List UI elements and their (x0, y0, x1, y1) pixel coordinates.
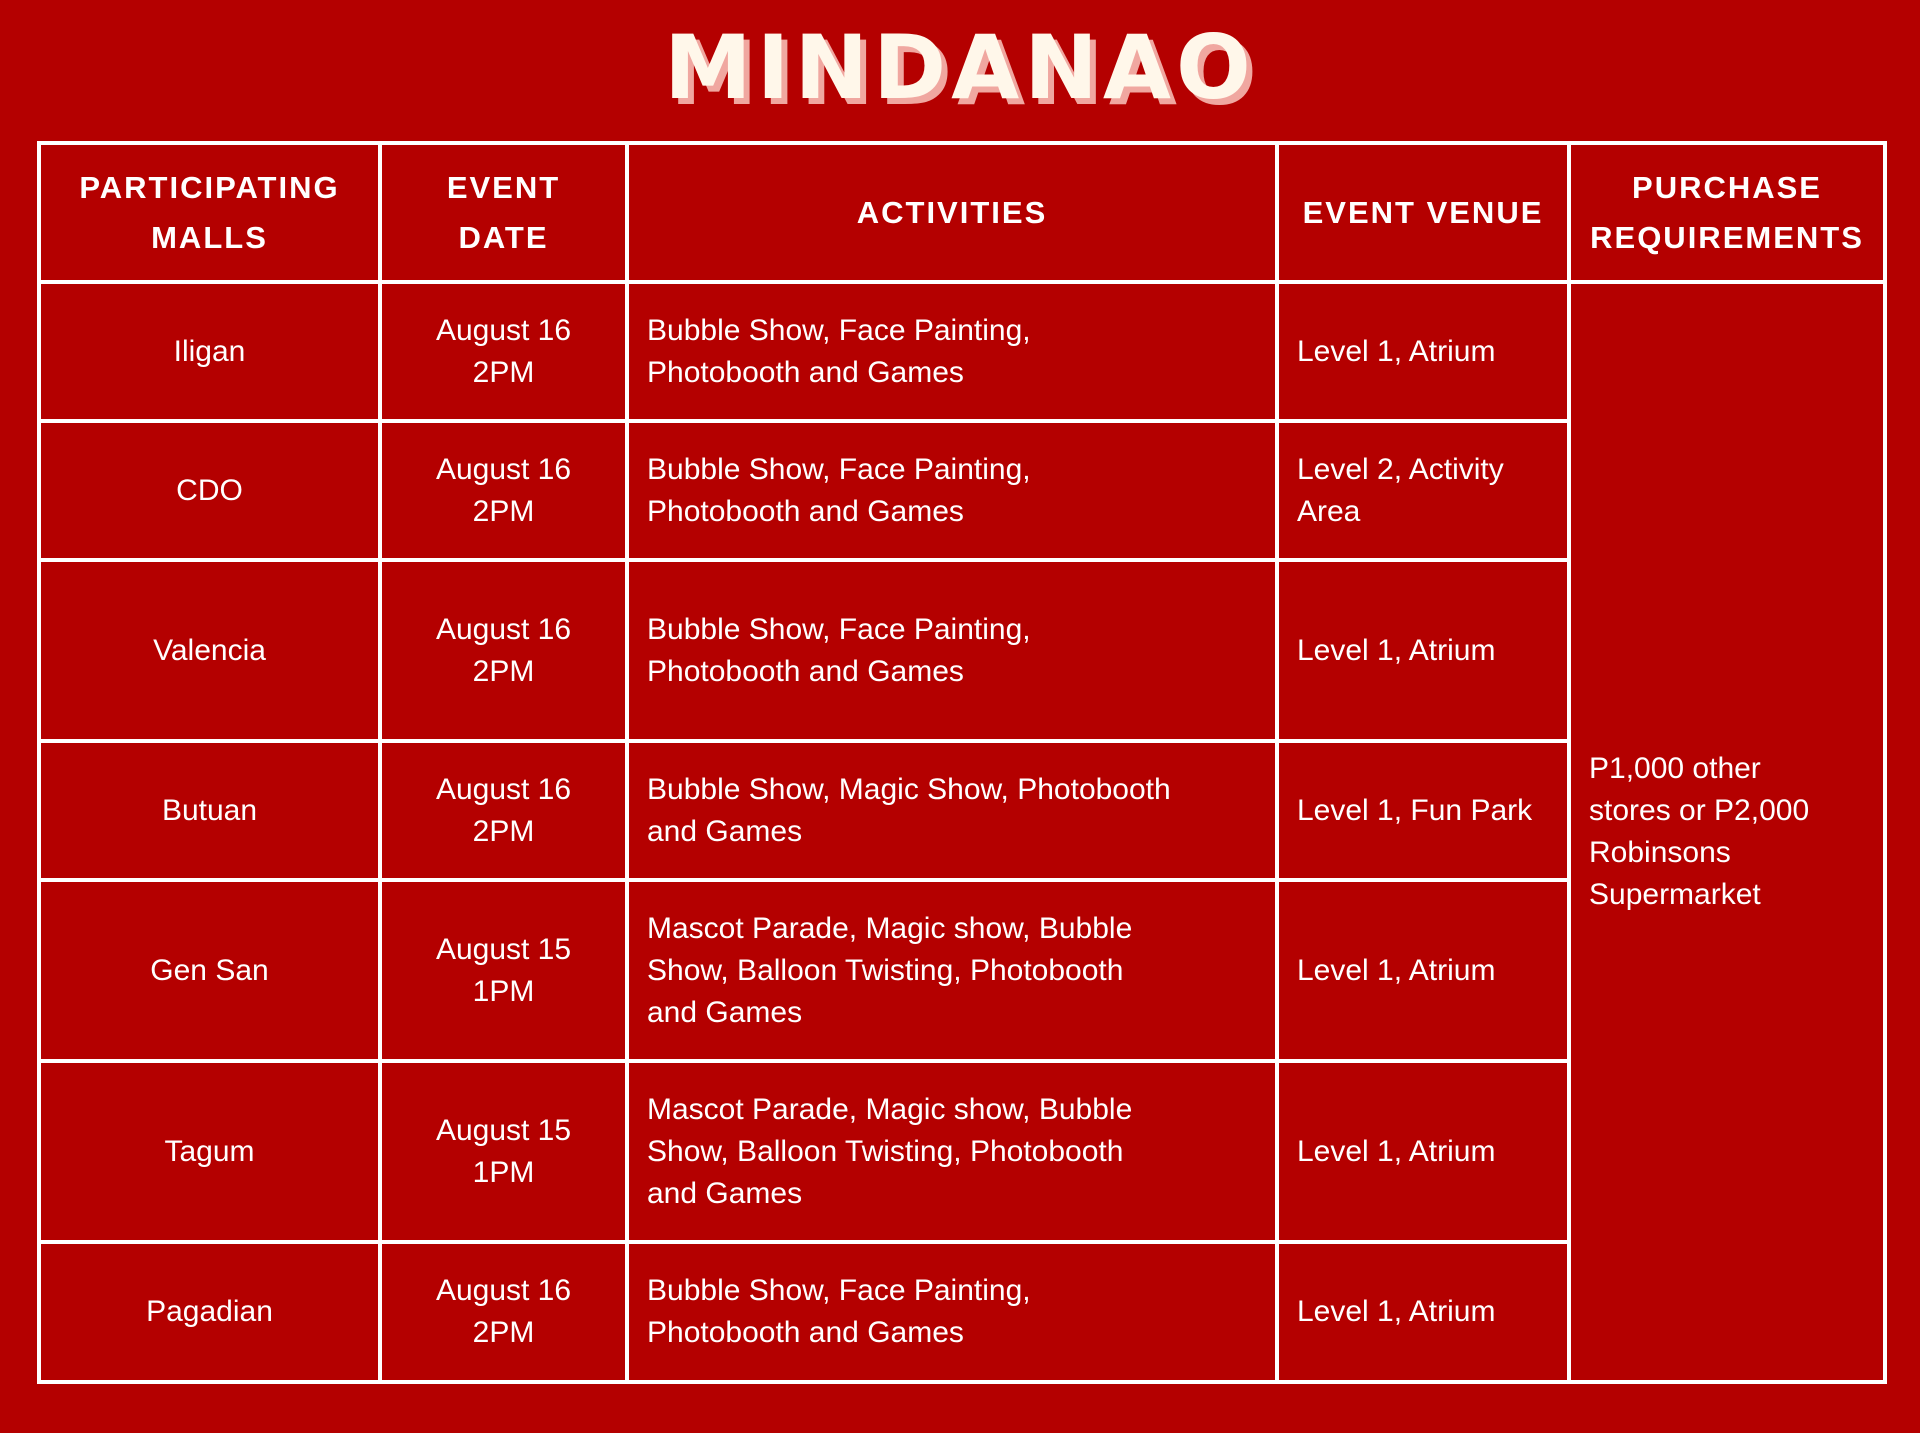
date-cell (380, 1061, 627, 1242)
date-cell (380, 421, 627, 560)
activities-line: Bubble Show, Magic Show, Photobooth (647, 772, 1171, 806)
venue-cell (1277, 741, 1569, 880)
date-line: August 16 (435, 772, 572, 806)
header-event-date (380, 143, 627, 282)
header-line: EVENT (446, 169, 561, 205)
activities-line: and Games (647, 814, 803, 848)
table-header-row (39, 143, 1885, 282)
activities-line: Mascot Parade, Magic show, Bubble (647, 1092, 1133, 1126)
activities-cell (627, 880, 1277, 1061)
header-purchase-requirements (1569, 143, 1885, 282)
venue-cell (1277, 1242, 1569, 1382)
venue-line: Level 2, Activity (1297, 452, 1504, 486)
activities-cell (627, 1061, 1277, 1242)
venue-cell (1277, 560, 1569, 741)
venue-line: Level 1, Atrium (1297, 1295, 1496, 1328)
requirements-line: stores or P2,000 (1589, 794, 1810, 827)
activities-line: Photobooth and Games (647, 494, 964, 528)
mall-cell: Gen San (39, 880, 380, 1061)
time-line: 1PM (472, 974, 535, 1008)
date-cell (380, 741, 627, 880)
mall-cell: CDO (39, 421, 380, 560)
venue-line: Level 1, Atrium (1297, 953, 1496, 987)
activities-line: Photobooth and Games (647, 355, 964, 389)
purchase-requirements-cell (1569, 282, 1885, 1382)
mall-cell: Valencia (39, 560, 380, 741)
activities-line: Show, Balloon Twisting, Photobooth (647, 953, 1124, 987)
time-line: 2PM (472, 814, 535, 848)
activities-line: Bubble Show, Face Painting, (647, 313, 1031, 347)
activities-line: and Games (647, 1176, 803, 1210)
activities-cell (627, 560, 1277, 741)
header-line: EVENT VENUE (1302, 194, 1544, 230)
venue-cell (1277, 880, 1569, 1061)
activities-line: Photobooth and Games (647, 654, 964, 688)
venue-line: Level 1, Atrium (1297, 633, 1496, 667)
header-participating-malls (39, 143, 380, 282)
header-activities (627, 143, 1277, 282)
activities-cell (627, 741, 1277, 880)
time-line: 2PM (472, 654, 535, 688)
date-cell (380, 282, 627, 421)
event-schedule-table (37, 141, 1887, 1384)
date-line: August 16 (435, 1274, 572, 1307)
header-line: REQUIREMENTS (1590, 219, 1864, 255)
header-line: ACTIVITIES (856, 194, 1048, 230)
time-line: 2PM (472, 355, 535, 389)
mall-cell: Pagadian (39, 1242, 380, 1382)
date-line: August 16 (435, 313, 572, 347)
header-event-venue (1277, 143, 1569, 282)
venue-cell (1277, 1061, 1569, 1242)
header-line: MALLS (151, 219, 268, 255)
venue-line: Level 1, Fun Park (1297, 793, 1533, 827)
activities-line: Bubble Show, Face Painting, (647, 1274, 1031, 1307)
activities-line: Bubble Show, Face Painting, (647, 452, 1031, 486)
venue-cell (1277, 282, 1569, 421)
venue-line: Level 1, Atrium (1297, 334, 1496, 368)
time-line: 1PM (472, 1155, 535, 1189)
date-cell (380, 1242, 627, 1382)
header-line: PARTICIPATING (79, 169, 340, 205)
date-line: August 16 (435, 452, 572, 486)
mall-cell: Tagum (39, 1061, 380, 1242)
requirements-line: Robinsons (1589, 836, 1731, 869)
requirements-line: P1,000 other (1589, 752, 1761, 785)
activities-line: Photobooth and Games (647, 1316, 964, 1349)
time-line: 2PM (472, 1316, 535, 1349)
venue-line: Area (1297, 494, 1361, 528)
venue-line: Level 1, Atrium (1297, 1134, 1496, 1168)
activities-cell (627, 421, 1277, 560)
time-line: 2PM (472, 494, 535, 528)
mall-cell: Iligan (39, 282, 380, 421)
date-cell (380, 880, 627, 1061)
header-line: DATE (458, 219, 549, 255)
venue-cell (1277, 421, 1569, 560)
date-cell (380, 560, 627, 741)
activities-cell (627, 282, 1277, 421)
table-row (39, 282, 1885, 421)
date-line: August 15 (435, 1113, 572, 1147)
activities-line: Show, Balloon Twisting, Photobooth (647, 1134, 1124, 1168)
activities-line: Mascot Parade, Magic show, Bubble (647, 911, 1133, 945)
header-line: PURCHASE (1632, 169, 1822, 205)
activities-line: Bubble Show, Face Painting, (647, 612, 1031, 646)
activities-cell (627, 1242, 1277, 1382)
activities-line: and Games (647, 995, 803, 1029)
page-title: MINDANAO (664, 16, 1256, 119)
mall-cell: Butuan (39, 741, 380, 880)
date-line: August 16 (435, 612, 572, 646)
date-line: August 15 (435, 932, 572, 966)
requirements-line: Supermarket (1589, 878, 1761, 911)
